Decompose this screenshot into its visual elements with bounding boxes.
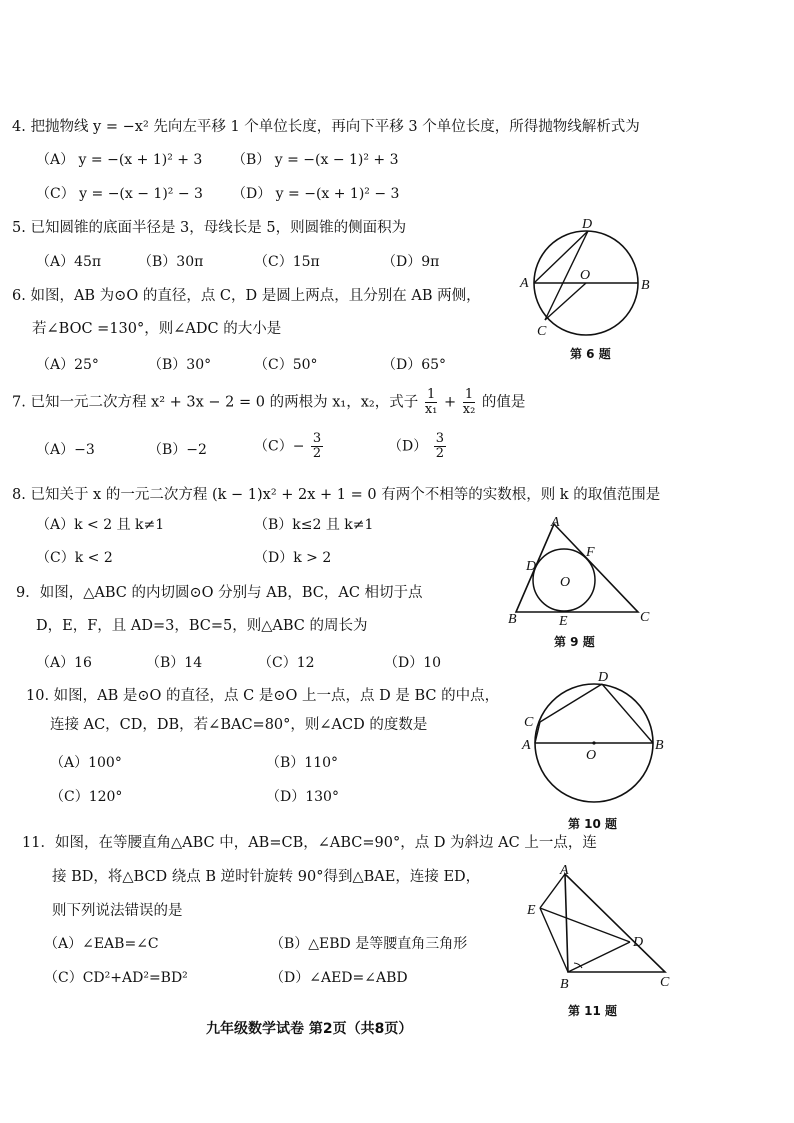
q7-option-c-label: （C）− <box>254 438 305 455</box>
q9-stem-line1: 9．如图，△ABC 的内切圆⊙O 分别与 AB，BC，AC 相切于点 <box>16 585 423 601</box>
q7-option-c <box>254 432 325 461</box>
q6-label-b: B <box>641 278 650 293</box>
q9-option-c: （C）12 <box>258 655 315 671</box>
q9-label-a: A <box>551 515 560 530</box>
q7-option-c-fraction <box>311 432 323 461</box>
q10-stem-line1: 10. 如图，AB 是⊙O 的直径，点 C 是⊙O 上一点，点 D 是 BC 的中点， <box>26 688 500 704</box>
q6-label-o: O <box>580 268 591 283</box>
q9-label-o: O <box>560 575 571 590</box>
q8-option-c: （C）k < 2 <box>36 550 113 566</box>
q9-stem-line2: D，E，F，且 AD=3，BC=5，则△ABC 的周长为 <box>36 618 368 634</box>
q11-stem-line3: 则下列说法错误的是 <box>52 903 183 919</box>
q9-label-f: F <box>586 545 595 560</box>
q7-stem <box>12 388 525 417</box>
q5-option-b: （B）30π <box>138 254 204 270</box>
q4-option-a: （A） y = −(x + 1)² + 3 <box>36 152 203 168</box>
q7-option-d-label: （D） <box>388 438 428 455</box>
q9-label-c: C <box>640 610 650 625</box>
q9-label-e: E <box>559 614 568 629</box>
q7-stem-a: 7. 已知一元二次方程 x² + 3x − 2 = 0 的两根为 x₁，x₂，式子 <box>12 394 419 411</box>
q6-label-c: C <box>537 324 547 339</box>
q5-option-c: （C）15π <box>254 254 320 270</box>
q7-plus: + <box>443 394 457 411</box>
q7-stem-b: 的值是 <box>481 394 526 411</box>
q10-stem-line2: 连接 AC，CD，DB，若∠BAC=80°，则∠ACD 的度数是 <box>50 717 428 733</box>
q7-option-d-den: 2 <box>435 446 444 461</box>
q11-segment-ea <box>540 874 565 908</box>
q10-label-c: C <box>524 715 534 730</box>
q11-option-d: （D）∠AED=∠ABD <box>270 970 408 986</box>
q11-label-a: A <box>560 863 569 878</box>
q4-stem: 4. 把抛物线 y = −x² 先向左平移 1 个单位长度，再向下平移 3 个单位长度，所得抛物线解析式为 <box>12 119 640 135</box>
q10-option-c: （C）120° <box>50 789 123 805</box>
q9-option-b: （B）14 <box>146 655 203 671</box>
q6-option-c: （C）50° <box>254 357 318 373</box>
q11-figure <box>520 862 680 1002</box>
q6-option-a: （A）25° <box>36 357 99 373</box>
q10-chord-cd <box>540 684 602 722</box>
q9-caption: 第 9 题 <box>554 635 595 649</box>
q4-option-b: （B） y = −(x − 1)² + 3 <box>232 152 399 168</box>
q7-fraction-1 <box>425 388 438 417</box>
q11-segment-bd <box>568 942 630 972</box>
q6-stem-line1: 6. 如图，AB 为⊙O 的直径，点 C，D 是圆上两点，且分别在 AB 两侧， <box>12 288 481 304</box>
q10-label-a: A <box>522 738 531 753</box>
q11-caption: 第 11 题 <box>568 1004 618 1018</box>
q7-f1-den: x₁ <box>424 402 438 417</box>
q10-label-d: D <box>598 670 609 685</box>
q10-option-a: （A）100° <box>50 755 122 771</box>
q7-option-d <box>388 432 448 461</box>
q10-label-b: B <box>655 738 664 753</box>
q7-option-d-num: 3 <box>435 431 444 446</box>
q7-f1-num: 1 <box>425 388 438 403</box>
q6-label-d: D <box>582 217 593 232</box>
q9-label-d: D <box>526 559 537 574</box>
q10-figure <box>518 664 678 814</box>
q6-option-b: （B）30° <box>148 357 212 373</box>
q10-label-o: O <box>586 748 597 763</box>
q8-stem: 8. 已知关于 x 的一元二次方程 (k − 1)x² + 2x + 1 = 0 有两个不相等的实数根，则 k 的取值范围是 <box>12 487 661 503</box>
q5-stem: 5. 已知圆锥的底面半径是 3，母线长是 5，则圆锥的侧面积为 <box>12 220 407 236</box>
q9-option-a: （A）16 <box>36 655 92 671</box>
q8-option-d: （D）k > 2 <box>254 550 332 566</box>
page-footer: 九年级数学试卷 第2页（共8页） <box>206 1021 413 1037</box>
q11-option-c: （C）CD²+AD²=BD² <box>44 970 188 986</box>
q4-option-c: （C） y = −(x − 1)² − 3 <box>36 186 203 202</box>
q10-center-dot <box>592 741 595 744</box>
q7-f2-den: x₂ <box>462 402 476 417</box>
q11-label-b: B <box>560 977 569 992</box>
q7-option-c-num: 3 <box>312 431 322 446</box>
q10-option-b: （B）110° <box>266 755 339 771</box>
q6-stem-line2: 若∠BOC =130°，则∠ADC 的大小是 <box>32 321 282 337</box>
q9-figure <box>500 512 660 632</box>
q7-f2-num: 1 <box>463 388 476 403</box>
q6-segment-co <box>545 283 586 320</box>
q7-option-d-fraction <box>434 432 446 461</box>
q11-option-b: （B）△EBD 是等腰直角三角形 <box>270 936 468 952</box>
q11-stem-line1: 11．如图，在等腰直角△ABC 中，AB=CB，∠ABC=90°，点 D 为斜边 AC 上一点，连 <box>22 835 597 851</box>
q10-option-d: （D）130° <box>266 789 339 805</box>
q6-caption: 第 6 题 <box>570 347 611 361</box>
q9-option-d: （D）10 <box>384 655 442 671</box>
q4-option-d: （D） y = −(x + 1)² − 3 <box>232 186 400 202</box>
q11-label-d: D <box>633 935 644 950</box>
q7-option-b: （B）−2 <box>148 442 207 458</box>
q11-label-c: C <box>660 975 670 990</box>
q11-option-a: （A）∠EAB=∠C <box>44 936 159 952</box>
q7-option-a: （A）−3 <box>36 442 95 458</box>
q7-fraction-2 <box>463 388 476 417</box>
q8-option-b: （B）k≤2 且 k≠1 <box>254 517 374 533</box>
q5-option-a: （A）45π <box>36 254 102 270</box>
q6-option-d: （D）65° <box>382 357 447 373</box>
q8-option-a: （A）k < 2 且 k≠1 <box>36 517 165 533</box>
q6-label-a: A <box>520 276 529 291</box>
q10-caption: 第 10 题 <box>568 817 618 831</box>
q6-figure <box>510 215 660 345</box>
q11-stem-line2: 接 BD，将△BCD 绕点 B 逆时针旋转 90°得到△BAE，连接 ED， <box>52 869 481 885</box>
q5-option-d: （D）9π <box>382 254 440 270</box>
q7-option-c-den: 2 <box>312 446 322 461</box>
q9-label-b: B <box>508 612 517 627</box>
q11-label-e: E <box>527 903 536 918</box>
